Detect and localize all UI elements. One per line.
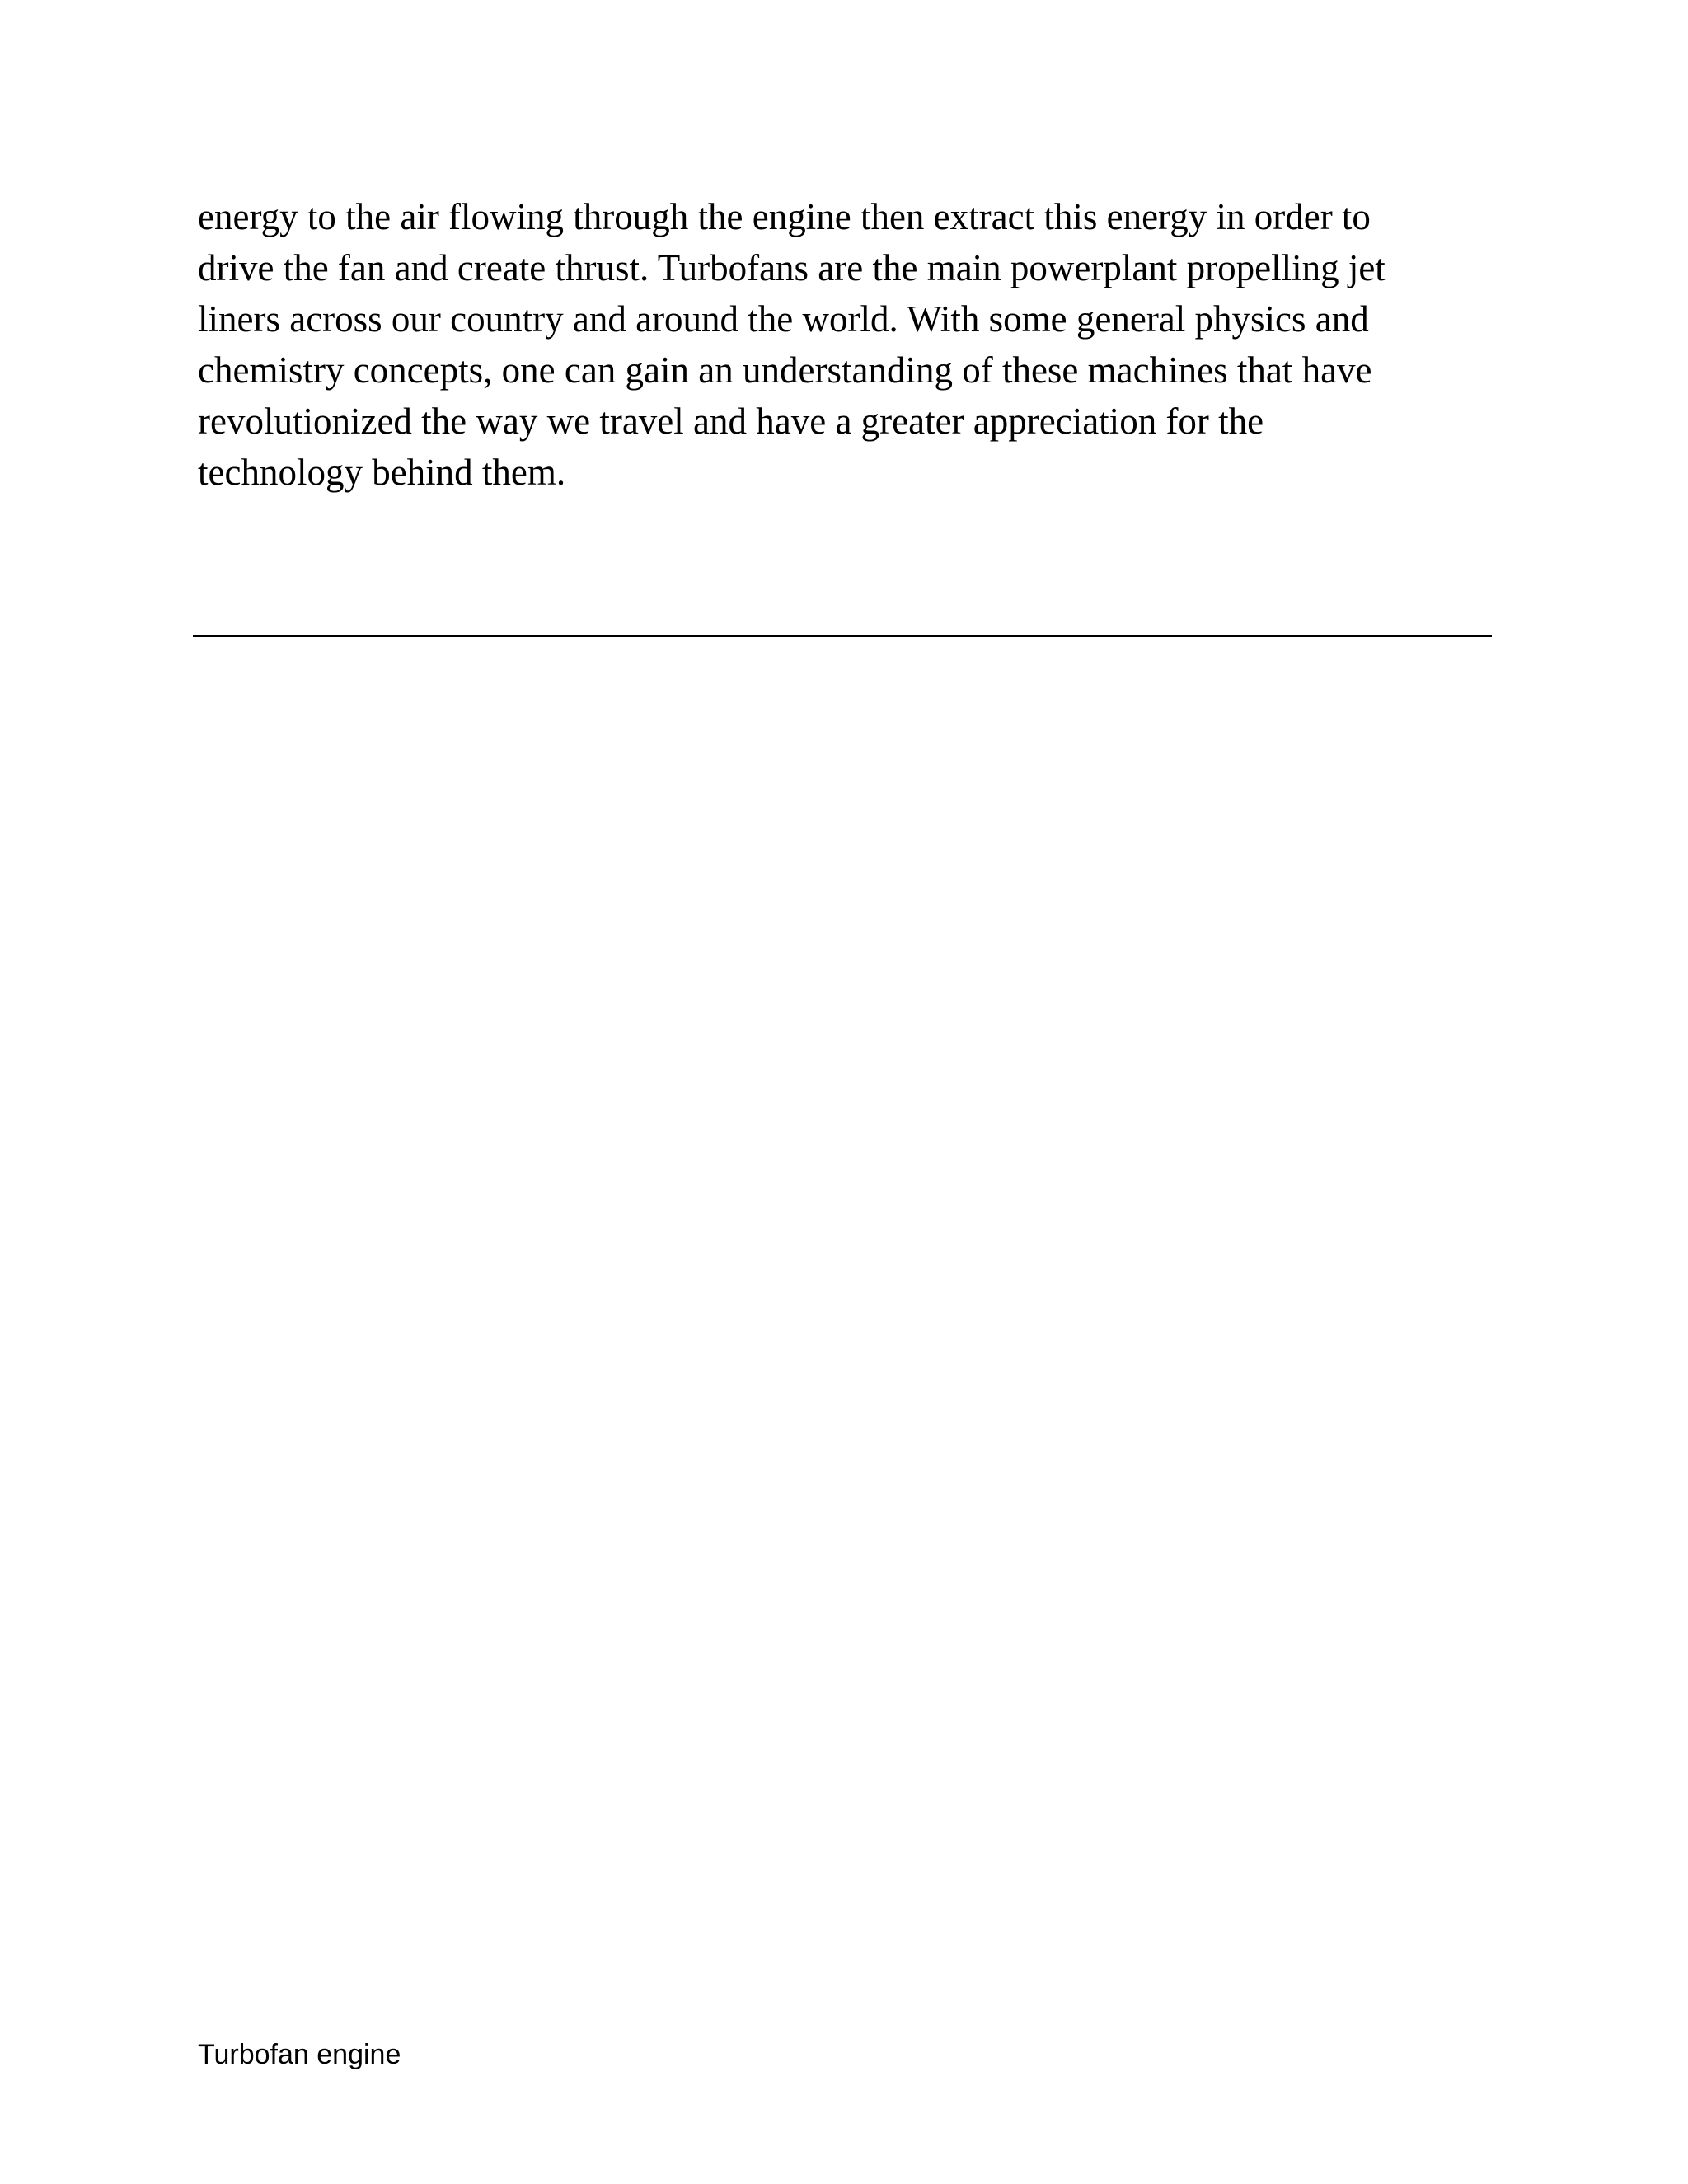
body-paragraph: [198, 191, 1484, 498]
page-footer: Turbofan engine: [198, 2039, 401, 2070]
body-line-1: energy to the air flowing through the engine then extract this energy in order to: [198, 196, 1371, 237]
body-line-5: revolutionized the way we travel and have a greater appreciation for the: [198, 401, 1264, 442]
horizontal-rule: [193, 635, 1492, 637]
body-line-3: liners across our country and around the world. With some general physics and: [198, 298, 1369, 340]
body-line-2: drive the fan and create thrust. Turbofans are the main powerplant propelling jet: [198, 247, 1386, 288]
body-line-6: technology behind them.: [198, 452, 566, 493]
body-line-4: chemistry concepts, one can gain an understanding of these machines that have: [198, 349, 1372, 391]
